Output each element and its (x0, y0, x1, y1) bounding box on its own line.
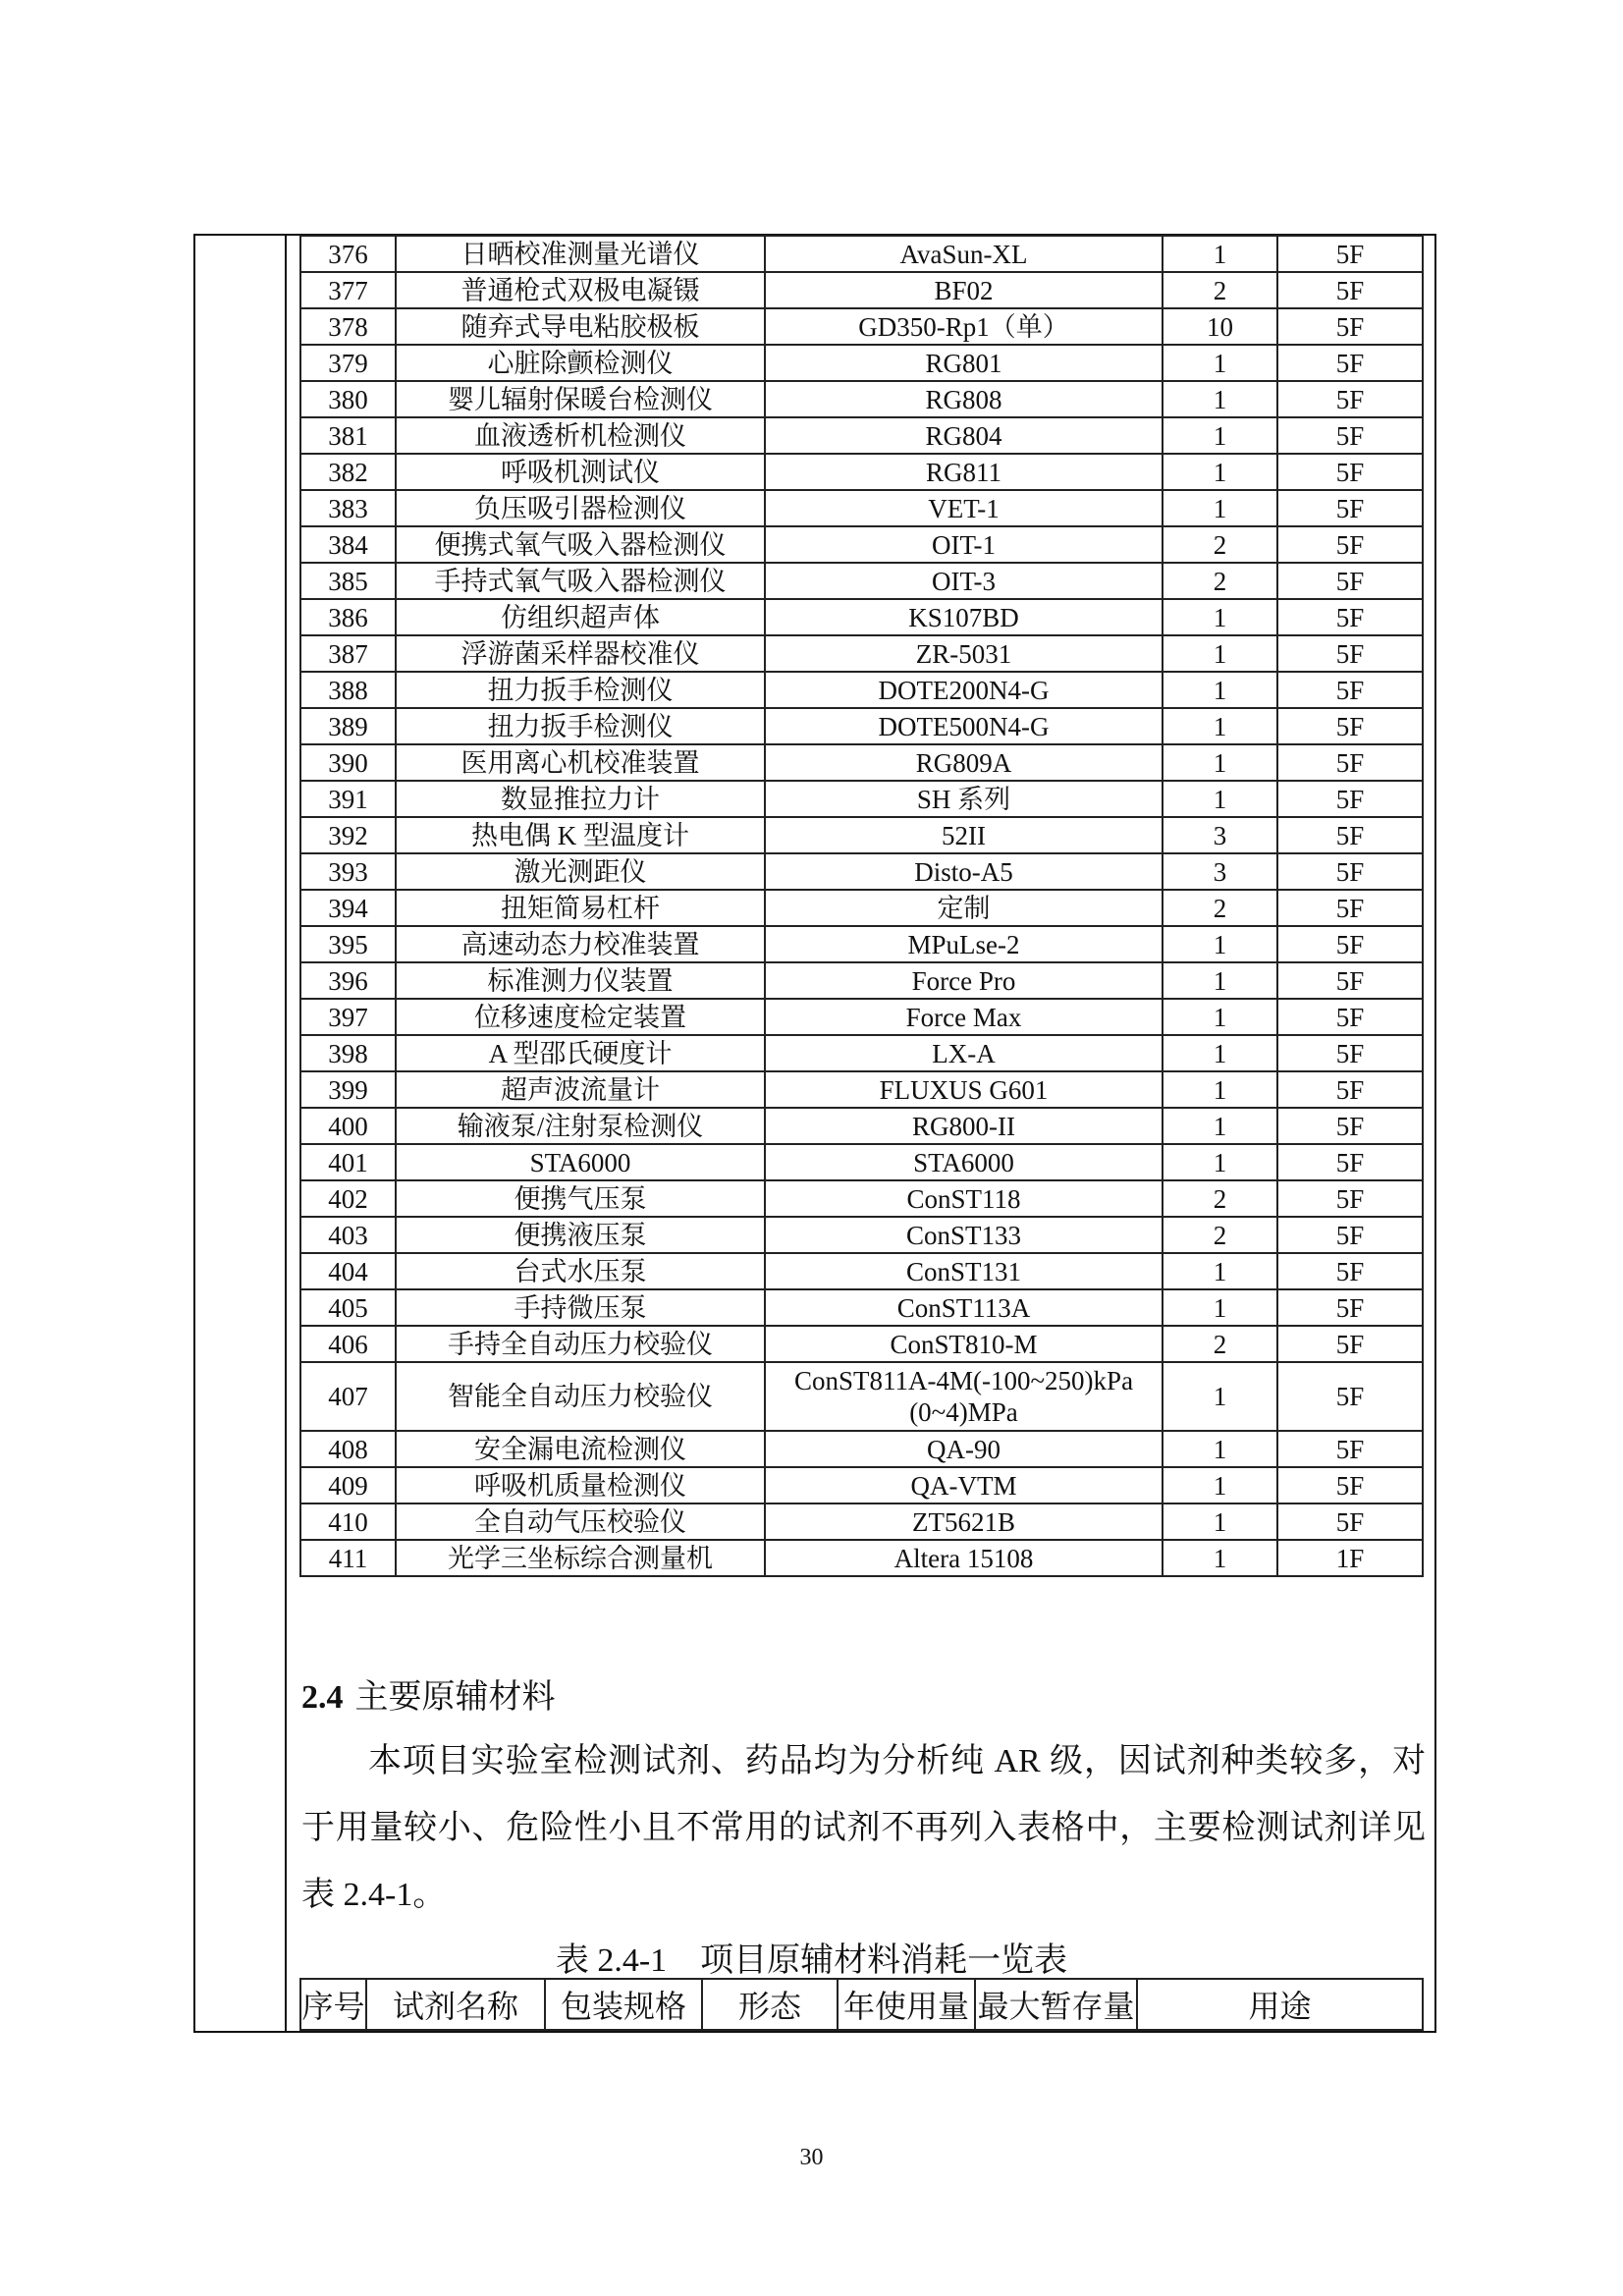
row-number-cell: 399 (300, 1071, 396, 1108)
quantity-cell: 3 (1163, 817, 1277, 853)
instrument-name-cell: 智能全自动压力校验仪 (396, 1362, 765, 1431)
row-number-cell: 389 (300, 708, 396, 744)
model-cell: STA6000 (765, 1144, 1163, 1180)
row-number-cell: 393 (300, 853, 396, 890)
instrument-name-cell: 普通枪式双极电凝镊 (396, 272, 765, 308)
model-cell: Force Pro (765, 962, 1163, 999)
row-number-cell: 387 (300, 635, 396, 672)
quantity-cell: 1 (1163, 1503, 1277, 1540)
quantity-cell: 1 (1163, 1071, 1277, 1108)
row-number-cell: 382 (300, 454, 396, 490)
floor-cell: 5F (1277, 526, 1423, 563)
instrument-name-cell: 扭矩简易杠杆 (396, 890, 765, 926)
model-cell: RG808 (765, 381, 1163, 417)
instrument-name-cell: 血液透析机检测仪 (396, 417, 765, 454)
row-number-cell: 378 (300, 308, 396, 345)
floor-cell: 5F (1277, 1217, 1423, 1253)
table-row (300, 381, 1423, 417)
row-number-cell: 407 (300, 1362, 396, 1431)
floor-cell: 5F (1277, 1144, 1423, 1180)
floor-cell: 5F (1277, 1326, 1423, 1362)
instrument-name-cell: 输液泵/注射泵检测仪 (396, 1108, 765, 1144)
instrument-name-cell: 浮游菌采样器校准仪 (396, 635, 765, 672)
floor-cell: 5F (1277, 1467, 1423, 1503)
model-cell: DOTE200N4-G (765, 672, 1163, 708)
row-number-cell: 377 (300, 272, 396, 308)
model-cell: VET-1 (765, 490, 1163, 526)
section-number: 2.4 (301, 1679, 344, 1716)
quantity-cell: 3 (1163, 853, 1277, 890)
floor-cell: 5F (1277, 272, 1423, 308)
instrument-name-cell: 激光测距仪 (396, 853, 765, 890)
model-cell: SH 系列 (765, 781, 1163, 817)
row-number-cell: 404 (300, 1253, 396, 1289)
floor-cell: 5F (1277, 744, 1423, 781)
floor-cell: 5F (1277, 672, 1423, 708)
table-row (300, 563, 1423, 599)
instrument-name-cell: 随弃式导电粘胶极板 (396, 308, 765, 345)
table-caption: 表 2.4-1 项目原辅材料消耗一览表 (555, 1942, 1068, 1979)
row-number-cell: 396 (300, 962, 396, 999)
model-cell: Altera 15108 (765, 1540, 1163, 1576)
table-row (300, 1503, 1423, 1540)
materials-table (299, 1978, 1424, 2031)
materials-header-cell: 包装规格 (545, 1979, 702, 2030)
quantity-cell: 1 (1163, 1289, 1277, 1326)
instrument-name-cell: A 型邵氏硬度计 (396, 1035, 765, 1071)
instrument-name-cell: 光学三坐标综合测量机 (396, 1540, 765, 1576)
floor-cell: 5F (1277, 1035, 1423, 1071)
model-cell: ZT5621B (765, 1503, 1163, 1540)
materials-header-row (300, 1979, 1423, 2030)
table-row (300, 1180, 1423, 1217)
quantity-cell: 1 (1163, 1431, 1277, 1467)
floor-cell: 5F (1277, 890, 1423, 926)
floor-cell: 5F (1277, 853, 1423, 890)
quantity-cell: 1 (1163, 962, 1277, 999)
instrument-name-cell: 手持全自动压力校验仪 (396, 1326, 765, 1362)
table-row (300, 308, 1423, 345)
model-cell: 定制 (765, 890, 1163, 926)
table-row (300, 1289, 1423, 1326)
materials-header-cell: 试剂名称 (366, 1979, 545, 2030)
row-number-cell: 394 (300, 890, 396, 926)
model-cell: OIT-3 (765, 563, 1163, 599)
model-cell: Disto-A5 (765, 853, 1163, 890)
table-row (300, 926, 1423, 962)
row-number-cell: 401 (300, 1144, 396, 1180)
instrument-name-cell: 数显推拉力计 (396, 781, 765, 817)
floor-cell: 5F (1277, 490, 1423, 526)
quantity-cell: 2 (1163, 1180, 1277, 1217)
row-number-cell: 391 (300, 781, 396, 817)
table-row (300, 1108, 1423, 1144)
row-number-cell: 380 (300, 381, 396, 417)
table-row (300, 1362, 1423, 1431)
quantity-cell: 1 (1163, 381, 1277, 417)
table-row (300, 853, 1423, 890)
row-number-cell: 402 (300, 1180, 396, 1217)
model-cell: ConST113A (765, 1289, 1163, 1326)
table-row (300, 599, 1423, 635)
model-cell: OIT-1 (765, 526, 1163, 563)
quantity-cell: 1 (1163, 417, 1277, 454)
floor-cell: 5F (1277, 563, 1423, 599)
instrument-name-cell: 安全漏电流检测仪 (396, 1431, 765, 1467)
floor-cell: 5F (1277, 454, 1423, 490)
instrument-name-cell: 便携液压泵 (396, 1217, 765, 1253)
instrument-name-cell: 手持式氧气吸入器检测仪 (396, 563, 765, 599)
model-cell: LX-A (765, 1035, 1163, 1071)
table-row (300, 817, 1423, 853)
model-cell: QA-90 (765, 1431, 1163, 1467)
row-number-cell: 395 (300, 926, 396, 962)
row-number-cell: 410 (300, 1503, 396, 1540)
table-row (300, 1326, 1423, 1362)
model-cell: KS107BD (765, 599, 1163, 635)
instrument-name-cell: 高速动态力校准装置 (396, 926, 765, 962)
model-cell: ConST811A-4M(-100~250)kPa (0~4)MPa (765, 1362, 1163, 1431)
table-row (300, 635, 1423, 672)
model-cell: ZR-5031 (765, 635, 1163, 672)
instrument-name-cell: 全自动气压校验仪 (396, 1503, 765, 1540)
equipment-table-body (300, 236, 1423, 1576)
table-row (300, 272, 1423, 308)
instrument-name-cell: 热电偶 K 型温度计 (396, 817, 765, 853)
floor-cell: 5F (1277, 781, 1423, 817)
row-number-cell: 386 (300, 599, 396, 635)
row-number-cell: 411 (300, 1540, 396, 1576)
model-cell: DOTE500N4-G (765, 708, 1163, 744)
floor-cell: 5F (1277, 1289, 1423, 1326)
floor-cell: 5F (1277, 635, 1423, 672)
table-row (300, 490, 1423, 526)
floor-cell: 5F (1277, 1071, 1423, 1108)
quantity-cell: 1 (1163, 1540, 1277, 1576)
model-cell: FLUXUS G601 (765, 1071, 1163, 1108)
row-number-cell: 400 (300, 1108, 396, 1144)
table-row (300, 744, 1423, 781)
quantity-cell: 2 (1163, 890, 1277, 926)
floor-cell: 5F (1277, 345, 1423, 381)
quantity-cell: 2 (1163, 1217, 1277, 1253)
row-number-cell: 392 (300, 817, 396, 853)
table-row (300, 1071, 1423, 1108)
instrument-name-cell: 超声波流量计 (396, 1071, 765, 1108)
quantity-cell: 1 (1163, 454, 1277, 490)
row-number-cell: 406 (300, 1326, 396, 1362)
quantity-cell: 1 (1163, 635, 1277, 672)
materials-header-cell: 形态 (702, 1979, 838, 2030)
quantity-cell: 1 (1163, 1108, 1277, 1144)
quantity-cell: 1 (1163, 781, 1277, 817)
model-cell: ConST133 (765, 1217, 1163, 1253)
quantity-cell: 1 (1163, 744, 1277, 781)
quantity-cell: 1 (1163, 1253, 1277, 1289)
table-row (300, 999, 1423, 1035)
floor-cell: 5F (1277, 1362, 1423, 1431)
floor-cell: 5F (1277, 926, 1423, 962)
floor-cell: 5F (1277, 1108, 1423, 1144)
table-row (300, 962, 1423, 999)
instrument-name-cell: 婴儿辐射保暖台检测仪 (396, 381, 765, 417)
instrument-name-cell: 便携气压泵 (396, 1180, 765, 1217)
model-cell: RG801 (765, 345, 1163, 381)
model-cell: RG811 (765, 454, 1163, 490)
row-number-cell: 398 (300, 1035, 396, 1071)
instrument-name-cell: 台式水压泵 (396, 1253, 765, 1289)
frame-divider (285, 234, 287, 2033)
floor-cell: 5F (1277, 1180, 1423, 1217)
model-cell: 52II (765, 817, 1163, 853)
row-number-cell: 397 (300, 999, 396, 1035)
table-row (300, 890, 1423, 926)
floor-cell: 5F (1277, 236, 1423, 272)
table-row (300, 1467, 1423, 1503)
model-cell: ConST810-M (765, 1326, 1163, 1362)
instrument-name-cell: 位移速度检定装置 (396, 999, 765, 1035)
row-number-cell: 381 (300, 417, 396, 454)
model-cell: GD350-Rp1（单） (765, 308, 1163, 345)
row-number-cell: 376 (300, 236, 396, 272)
row-number-cell: 408 (300, 1431, 396, 1467)
quantity-cell: 2 (1163, 526, 1277, 563)
floor-cell: 5F (1277, 1253, 1423, 1289)
floor-cell: 5F (1277, 417, 1423, 454)
model-cell: QA-VTM (765, 1467, 1163, 1503)
model-cell: MPuLse-2 (765, 926, 1163, 962)
quantity-cell: 1 (1163, 1362, 1277, 1431)
instrument-name-cell: 便携式氧气吸入器检测仪 (396, 526, 765, 563)
section-title: 主要原辅材料 (354, 1679, 556, 1716)
model-cell: AvaSun-XL (765, 236, 1163, 272)
table-row (300, 454, 1423, 490)
row-number-cell: 403 (300, 1217, 396, 1253)
floor-cell: 1F (1277, 1540, 1423, 1576)
table-row (300, 1217, 1423, 1253)
quantity-cell: 1 (1163, 236, 1277, 272)
model-cell: ConST118 (765, 1180, 1163, 1217)
row-number-cell: 379 (300, 345, 396, 381)
model-cell: RG804 (765, 417, 1163, 454)
instrument-name-cell: 呼吸机质量检测仪 (396, 1467, 765, 1503)
instrument-name-cell: 日晒校准测量光谱仪 (396, 236, 765, 272)
table-row (300, 417, 1423, 454)
quantity-cell: 1 (1163, 1144, 1277, 1180)
table-row (300, 1253, 1423, 1289)
quantity-cell: 1 (1163, 926, 1277, 962)
instrument-name-cell: 心脏除颤检测仪 (396, 345, 765, 381)
table-row (300, 236, 1423, 272)
table-row (300, 1540, 1423, 1576)
table-row (300, 1431, 1423, 1467)
instrument-name-cell: 呼吸机测试仪 (396, 454, 765, 490)
row-number-cell: 385 (300, 563, 396, 599)
floor-cell: 5F (1277, 308, 1423, 345)
materials-header-cell: 用途 (1137, 1979, 1423, 2030)
floor-cell: 5F (1277, 962, 1423, 999)
model-cell: RG809A (765, 744, 1163, 781)
table-row (300, 1144, 1423, 1180)
equipment-table (299, 235, 1424, 1577)
section-heading (301, 1669, 556, 1718)
floor-cell: 5F (1277, 381, 1423, 417)
table-row (300, 708, 1423, 744)
floor-cell: 5F (1277, 708, 1423, 744)
page-number: 30 (799, 2145, 824, 2170)
instrument-name-cell: 扭力扳手检测仪 (396, 672, 765, 708)
instrument-name-cell: STA6000 (396, 1144, 765, 1180)
quantity-cell: 1 (1163, 999, 1277, 1035)
instrument-name-cell: 负压吸引器检测仪 (396, 490, 765, 526)
row-number-cell: 409 (300, 1467, 396, 1503)
floor-cell: 5F (1277, 817, 1423, 853)
floor-cell: 5F (1277, 999, 1423, 1035)
quantity-cell: 1 (1163, 490, 1277, 526)
instrument-name-cell: 医用离心机校准装置 (396, 744, 765, 781)
quantity-cell: 2 (1163, 563, 1277, 599)
table-row (300, 1035, 1423, 1071)
instrument-name-cell: 标准测力仪装置 (396, 962, 765, 999)
row-number-cell: 383 (300, 490, 396, 526)
floor-cell: 5F (1277, 1431, 1423, 1467)
quantity-cell: 2 (1163, 272, 1277, 308)
model-cell: ConST131 (765, 1253, 1163, 1289)
instrument-name-cell: 扭力扳手检测仪 (396, 708, 765, 744)
row-number-cell: 405 (300, 1289, 396, 1326)
model-cell: RG800-II (765, 1108, 1163, 1144)
model-cell: Force Max (765, 999, 1163, 1035)
quantity-cell: 1 (1163, 1035, 1277, 1071)
row-number-cell: 390 (300, 744, 396, 781)
instrument-name-cell: 手持微压泵 (396, 1289, 765, 1326)
table-row (300, 526, 1423, 563)
materials-header-cell: 最大暂存量 (975, 1979, 1137, 2030)
table-row (300, 345, 1423, 381)
row-number-cell: 384 (300, 526, 396, 563)
quantity-cell: 1 (1163, 1467, 1277, 1503)
floor-cell: 5F (1277, 599, 1423, 635)
table-row (300, 781, 1423, 817)
body-paragraph: 本项目实验室检测试剂、药品均为分析纯 AR 级，因试剂种类较多，对于用量较小、危险性小且不常用的试剂不再列入表格中，主要检测试剂详见表 2.4-1。 (301, 1743, 1426, 1913)
materials-header-cell: 年使用量 (838, 1979, 975, 2030)
model-cell: BF02 (765, 272, 1163, 308)
table-row (300, 672, 1423, 708)
floor-cell: 5F (1277, 1503, 1423, 1540)
quantity-cell: 1 (1163, 672, 1277, 708)
quantity-cell: 1 (1163, 345, 1277, 381)
quantity-cell: 10 (1163, 308, 1277, 345)
quantity-cell: 2 (1163, 1326, 1277, 1362)
row-number-cell: 388 (300, 672, 396, 708)
instrument-name-cell: 仿组织超声体 (396, 599, 765, 635)
materials-header-cell: 序号 (300, 1979, 366, 2030)
quantity-cell: 1 (1163, 708, 1277, 744)
quantity-cell: 1 (1163, 599, 1277, 635)
